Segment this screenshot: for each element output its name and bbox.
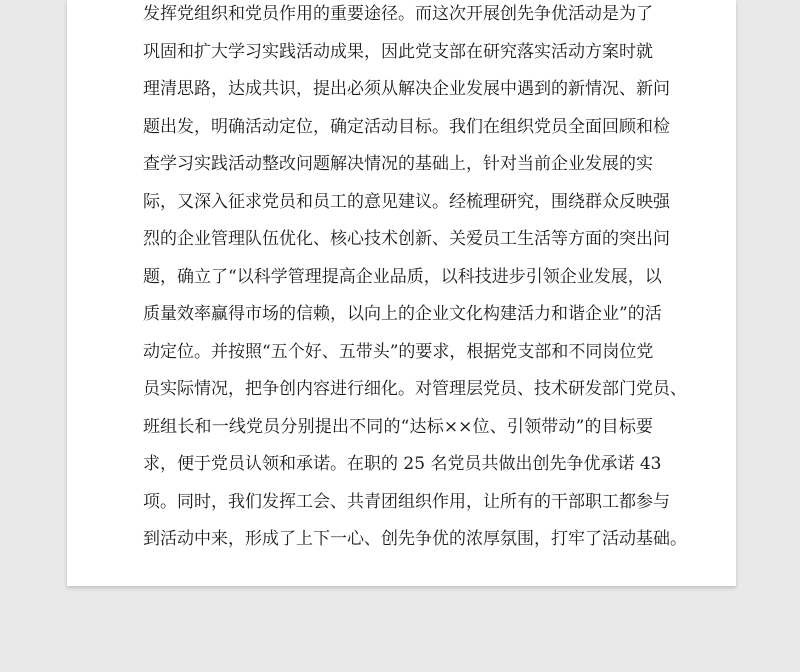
document-body xyxy=(143,0,687,563)
text-line: 班组长和一线党员分别提出不同的“达标××位、引领带动”的目标要 xyxy=(143,416,653,437)
text-line: 发挥党组织和党员作用的重要途径。而这次开展创先争优活动是为了 xyxy=(143,4,653,24)
text-line: 烈的企业管理队伍优化、核心技术创新、关爱员工生活等方面的突出问 xyxy=(143,229,670,249)
text-line: 理清思路，达成共识，提出必须从解决企业发展中遇到的新情况、新问 xyxy=(143,79,670,99)
text-line: 巩固和扩大学习实践活动成果，因此党支部在研究落实活动方案时就 xyxy=(143,41,653,62)
text-line: 项。同时，我们发挥工会、共青团组织作用，让所有的干部职工都参与 xyxy=(143,491,670,512)
text-line: 求，便于党员认领和承诺。在职的 25 名党员共做出创先争优承诺 43 xyxy=(143,454,662,474)
text-line: 员实际情况，把争创内容进行细化。对管理层党员、技术研发部门党员、 xyxy=(143,379,687,399)
text-line: 查学习实践活动整改问题解决情况的基础上，针对当前企业发展的实 xyxy=(143,154,653,174)
text-line: 题，确立了“以科学管理提高企业品质，以科技进步引领企业发展，以 xyxy=(143,266,662,287)
text-line: 题出发，明确活动定位，确定活动目标。我们在组织党员全面回顾和检 xyxy=(143,116,670,137)
document-page xyxy=(67,0,736,586)
text-line: 到活动中来，形成了上下一心、创先争优的浓厚氛围，打牢了活动基础。 xyxy=(143,529,687,549)
text-line: 质量效率赢得市场的信赖，以向上的企业文化构建活力和谐企业”的活 xyxy=(143,304,662,324)
text-line: 动定位。并按照“五个好、五带头”的要求，根据党支部和不同岗位党 xyxy=(143,341,654,362)
text-line: 际，又深入征求党员和员工的意见建议。经梳理研究，围绕群众反映强 xyxy=(143,191,670,212)
